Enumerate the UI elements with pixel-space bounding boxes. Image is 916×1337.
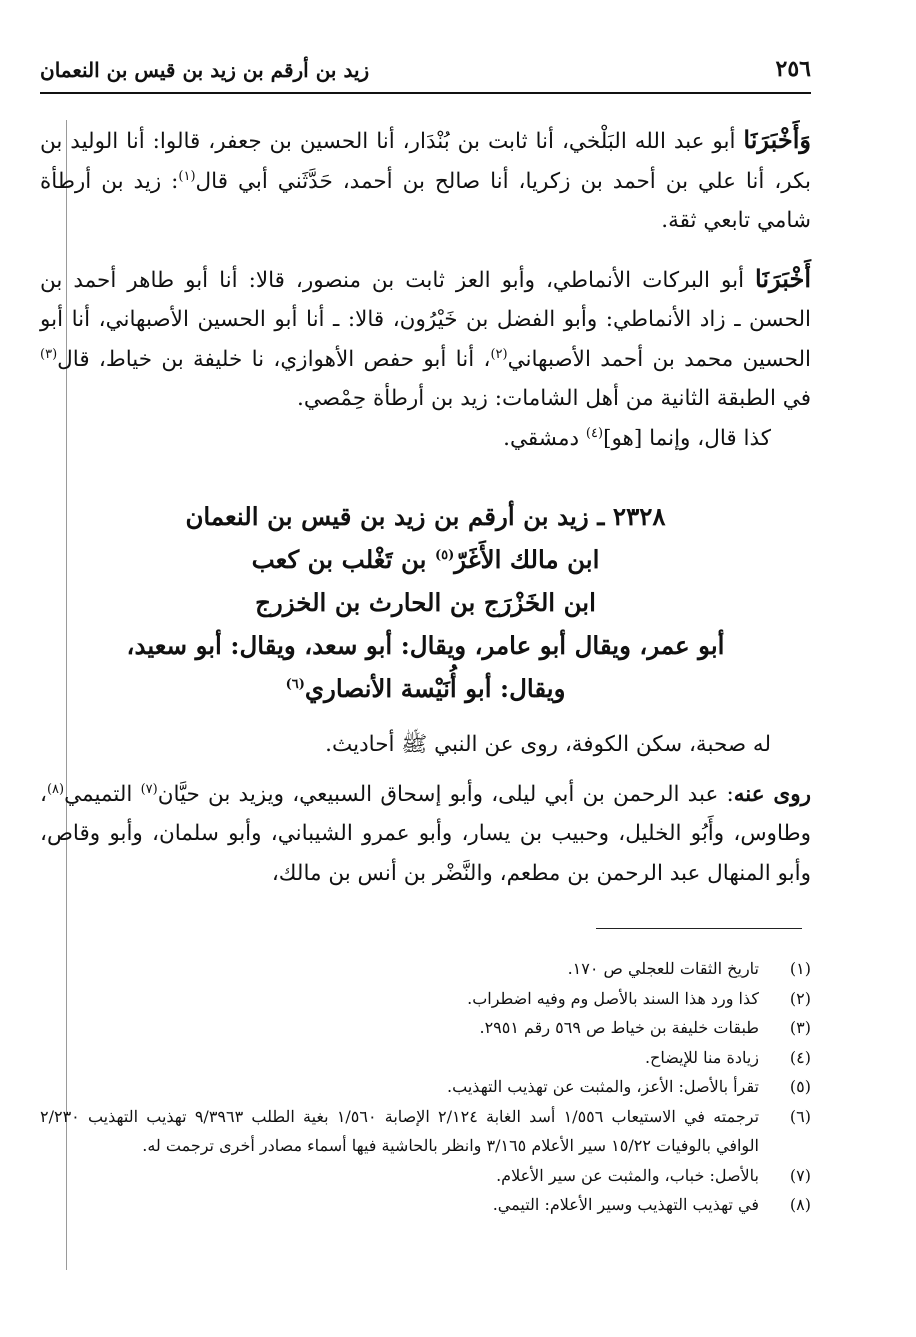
footnote-item: (٦) ترجمته في الاستيعاب ١/٥٥٦ أسد الغابة ٢/١٢٤ الإصابة ١/٥٦٠ بغية الطلب ٩/٣٩٦٣ تهذيب التهذيب ٢/٢٣٠ الوافي بالوفيات ١٥/٢٢ سير الأعلام ٣/١٦٥ وانظر بالحاشية فيها أسماء مصادر أخرى ترجمت له. [40,1106,811,1155]
footnote-item: (٣) طبقات خليفة بن خياط ص ٥٦٩ رقم ٢٩٥١. [479,1018,811,1037]
entry-heading [40,495,811,710]
footnote-item: (٨) في تهذيب التهذيب وسير الأعلام: التيمي. [492,1195,811,1214]
keyword-rawa-anhu: روى عنه [733,781,811,807]
main-text-bottom [40,725,811,893]
footnote-separator [596,928,802,929]
footnote-ref-6: (٦) [285,676,305,692]
keyword-akhbarana: وَأَخْبَرَنَا [743,125,811,154]
running-title: زيد بن أرقم بن زيد بن قيس بن النعمان [40,58,370,82]
entry-line-5: ويقال: أبو أُنَيْسة الأنصاري$^{(٦)}$ [285,674,566,703]
footnote-ref-4: (٤) [585,425,604,441]
footnote-item: (٤) زيادة منا للإيضاح. [644,1047,811,1067]
footnote-item: (٧) بالأصل: خباب، والمثبت عن سير الأعلام. [496,1165,811,1185]
footnote-item: (١) تاريخ الثقات للعجلي ص ١٧٠. [567,959,811,978]
footnotes [40,954,811,1220]
entry-line-2: ابن مالك الأَغَرّ$^{(٥)}$ بن تَغْلب بن كعب [251,545,600,574]
entry-line-3: ابن الخَزْرَج بن الحارث بن الخزرج [255,588,596,617]
entry-line-1: ٢٣٢٨ ـ زيد بن أرقم بن زيد بن قيس بن النعمان [185,502,666,531]
keyword-akhbarana: أَخْبَرَنَا [755,263,811,293]
footnote-ref-1: (١) [178,168,196,184]
paragraph-5: روى عنه: عبد الرحمن بن أبي ليلى، وأبو إسحاق السبيعي، ويزيد بن حيَّان$^{(٧)}$ التميمي$^{(٨)}$، وطاوس، وأَبُو الخليل، وحبيب بن يسار، وأبو عمرو الشيباني، وأبو سلمان، وأبو وقاص، وأبو المنهال عبد الرحمن بن مطعم، والنَّضْر بن أنس بن مالك، [40,781,811,886]
paragraph-2: أَخْبَرَنَا أبو البركات الأنماطي، وأبو العز ثابت بن منصور، قالا: أنا أبو طاهر أحمد بن الحسن ـ زاد الأنماطي: وأبو الفضل بن خَيْرُون، قالا: ـ أنا أبو الحسين الأصبهاني، أنا أبو الحسين محمد بن أحمد الأصبهاني$^{(٢)}$، أنا أبو حفص الأهوازي، نا خليفة بن خياط، قال$^{(٣)}$ في الطبقة الثانية من أهل الشامات: زيد بن أرطأة حِمْصي. [40,263,811,411]
footnote-ref-2: (٢) [490,346,508,362]
footnote-item: (٥) تقرأ بالأصل: الأعز، والمثبت عن تهذيب التهذيب. [447,1077,811,1096]
footnote-ref-5: (٥) [434,547,455,563]
page-number: ٢٥٦ [775,56,811,82]
entry-line-4: أبو عمر، ويقال أبو عامر، ويقال: أبو سعد، ويقال: أبو سعيد، [126,631,725,660]
paragraph-4: له صحبة، سكن الكوفة، روى عن النبي ﷺ أحاديث. [325,732,771,757]
footnote-ref-7: (٧) [140,781,158,797]
footnote-ref-8: (٨) [46,781,65,797]
footnote-item: (٢) كذا ورد هذا السند بالأصل وم وفيه اضطراب. [467,988,811,1008]
running-header [40,52,811,94]
footnote-ref-3: (٣) [40,346,58,362]
main-text-top [40,120,811,458]
paragraph-1: وَأَخْبَرَنَا أبو عبد الله البَلْخي، أنا ثابت بن بُنْدَار، أنا الحسين بن جعفر، قالوا: أنا الوليد بن بكر، أنا علي بن أحمد بن زكريا، أنا صالح بن أحمد، حَدَّثَني أبي قال$^{(١)}$: زيد بن أرطأة شامي تابعي ثقة. [40,125,811,233]
paragraph-3: كذا قال، وإنما [هو]$^{(٤)}$ دمشقي. [503,425,771,451]
